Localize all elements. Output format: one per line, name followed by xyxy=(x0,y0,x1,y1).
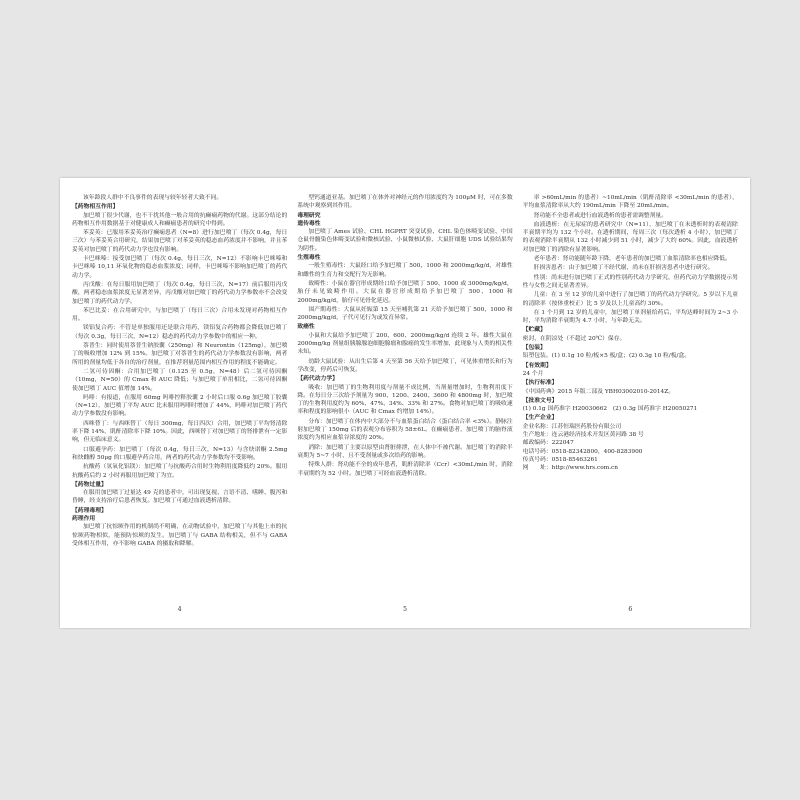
column-page-4 xyxy=(72,194,287,614)
section-heading: 毒理研究 xyxy=(297,212,321,219)
paragraph: 口服避孕药：加巴喷丁（每次 0.4g，每日三次，N=13）与含炔诺酮 2.5mg 和炔雌醇 50μg 的口服避孕药合用，两者的药代动力学参数均不受影响。 xyxy=(72,446,288,461)
paragraph: 特殊人群：肾功能不全的成年患者，肌酐清除率（Ccr）<30mL/min 时，消除半衰期约为 52 小时。加巴喷丁可经血液透析清除。 xyxy=(297,462,513,477)
info-line: 生产地址：连云港经济技术开发区黄河路 38 号 xyxy=(522,432,644,439)
paragraph: 肾功能不全患者或进行血液透析的患者需调整剂量。 xyxy=(533,212,667,219)
paragraph: 加巴喷丁 Ames 试验、CHL HGPRT 突变试验、CHL 染色体畸变试验、中国仓鼠骨髓染色体畸变试验和微核试验、小鼠微核试验、大鼠肝细胞 UDS 试验结果均为阴性。 xyxy=(297,229,513,252)
subsection-heading: 遗传毒性 xyxy=(297,220,321,227)
paragraph: 西咪替丁：与西咪替丁（每日 300mg，每日四次）合用，加巴喷丁平均肾清除率下降 14%，肌酐清除率下降 10%。因此，西咪替丁对加巴喷丁的肾排泄有一定影响，但无临床意义。 xyxy=(72,420,288,444)
section-heading: 【执行标准】 xyxy=(522,380,558,387)
section-heading: 【批准文号】 xyxy=(522,397,558,404)
info-line: 密封，在阴凉处（不超过 20℃）保存。 xyxy=(522,335,626,342)
section-heading: 【贮藏】 xyxy=(522,327,546,334)
section-heading: 【有效期】 xyxy=(522,362,552,369)
package-insert-sheet xyxy=(60,178,750,628)
page-number: 4 xyxy=(177,606,182,613)
paragraph: 抗酸药（氢氧化铝镁）：加巴喷丁与抗酸药合用时生物利用度降低约 20%。服用抗酸药后约 2 小时再服用加巴喷丁为宜。 xyxy=(72,464,288,479)
info-line: 传真号码：0518-85463261 xyxy=(522,456,598,463)
paragraph: 小鼠和大鼠给予加巴喷丁 200、600、2000mg/kg/d 连续 2 年。雄性大鼠在 2000mg/kg 剂量组胰腺腺泡细胞腺瘤和腺癌的发生率增加，此现象与人类的相关性未知。 xyxy=(297,332,513,356)
paragraph: 幼龄大鼠试验：从出生后第 4 天至第 56 天给予加巴喷丁，可见体重增长和行为学改变，停药后可恢复。 xyxy=(297,358,513,373)
paragraph: 苯妥英：已服用苯妥英治疗癫痫患者（N=8）进行加巴喷丁（每次 0.4g，每日三次）与苯妥英合用研究，结果加巴喷丁对苯妥英的稳态血药浓度并不影响，并且苯妥英对加巴喷丁的药代动力学也没有影响。 xyxy=(72,230,288,253)
subsection-heading: 致癌性 xyxy=(297,324,315,331)
section-heading: 【药理毒理】 xyxy=(72,507,107,514)
paragraph: 儿童：在 3 至 12 岁的儿童中进行了加巴喷丁的药代动力学研究。5 岁以下儿童的清除率（按体重校正）比 5 岁及以上儿童高约 30%。 xyxy=(522,292,738,307)
column-page-5 xyxy=(297,194,512,614)
paragraph: 型钙通道亚基。加巴喷丁在体外对神经元的作用浓度约为 100μM 时，可在多数系统中观察到其作用。 xyxy=(297,195,513,210)
paragraph: 萘普生：同时使用萘普生钠胶囊（250mg）和 Neurontin（125mg），加巴喷丁的吸收增加 12% 到 15%。加巴喷丁对萘普生的药代动力学参数没有影响，两者所用的剂量均低于各自的治疗剂量，在推荐剂量范围内相互作用的程度不能确定。 xyxy=(72,343,288,366)
paragraph: 镁铝复合药：不管是单独服用还是联合用药，镁铝复合药物都会降低加巴喷丁（每次 0.3g，每日三次，N=12）稳态的药代动力学参数中的相应一种。 xyxy=(72,325,288,340)
paragraph: 苯巴比妥：在合用研究中，与加巴喷丁（每日三次）合用未发现对药物相互作用。 xyxy=(72,307,288,323)
page-number: 6 xyxy=(628,606,633,613)
info-line: 铝塑包装。(1) 0.1g 10 粒/板×5 板/盒；(2) 0.3g 10 粒/板/盒。 xyxy=(522,353,691,360)
paragraph: 吸收：加巴喷丁的生物利用度与剂量不成比例，当剂量增加时，生物利用度下降。在每日分三次给予剂量为 900、1200、2400、3600 和 4800mg 时，加巴喷丁的生物利用度约为 60%、47%、34%、33% 和 27%。食物对加巴喷丁的吸收速率和程度的影响很小（AUC 和 Cmax 约增加 14%）。 xyxy=(297,384,513,416)
paragraph: 加巴喷丁抗惊厥作用的机制尚不明确，在动物试验中，加巴喷丁与其他上市的抗惊厥药物相似，能预防惊厥的发生。加巴喷丁与 GABA 结构相关，但不与 GABA 受体相互作用，亦不影响 GABA 的摄取和降解。 xyxy=(72,524,288,547)
paragraph: 性别：尚未进行加巴喷丁正式的性别药代动力学研究，但药代动力学数据提示男性与女性之间无显著差异。 xyxy=(522,274,738,289)
section-heading: 【生产企业】 xyxy=(522,415,558,422)
column-page-6 xyxy=(523,194,738,614)
paragraph: 丙戊酸：在每日服用加巴喷丁（每次 0.4g，每日三次，N=17）前后服用丙戊酸，两者稳态血浆浓度无显著差异，丙戊酸对加巴喷丁的药代动力学参数亦不会改变加巴喷丁的药代动力学。 xyxy=(72,281,288,305)
paragraph: 在服用加巴喷丁过量达 49 克的患者中，可出现复视、言语不清、嗜睡、腹泻和昏睡，经支持治疗后患者恢复。加巴喷丁可通过血液透析清除。 xyxy=(72,490,288,505)
info-line: (1) 0.1g 国药准字 H20030662 (2) 0.3g 国药准字 H20050271 xyxy=(522,406,698,413)
paragraph: 率 >60mL/min 的患者）~10mL/min（肌酐清除率 <30mL/min 的患者），平均血浆清除率从大约 190mL/min 下降至 20mL/min。 xyxy=(522,195,738,210)
subsection-heading: 药理作用 xyxy=(72,515,96,522)
paragraph: 在 1 个月到 12 岁的儿童中，加巴喷丁单剂量给药后，平均达峰时间为 2~3 小时，平均消除半衰期为 4.7 小时，与年龄无关。 xyxy=(522,309,738,325)
info-line: 电话号码：0518-82342800，400-8283900 xyxy=(522,448,643,455)
paragraph: 加巴喷丁很少代谢，也不干扰其他一般合用的抗癫痫药物的代谢。这部分结论的药物相互作用数据基于对健康成人和癫痫患者的研究中得到。 xyxy=(72,212,288,227)
paragraph: 围产期毒性：大鼠从妊娠第 15 天至哺乳第 21 天给予加巴喷丁 500、1000 和 2000mg/kg/d，子代可见行为或发育异常。 xyxy=(297,306,513,322)
info-line: 24 个月 xyxy=(522,370,544,377)
info-line: 《中国药典》2015 年版二部及 YBH03002010-2014Z。 xyxy=(522,388,675,395)
section-heading: 【药代动力学】 xyxy=(297,376,338,383)
paragraph: 老年患者：肾功能随年龄下降，老年患者的加巴喷丁血浆清除率也相应降低。 xyxy=(533,256,731,263)
column-body xyxy=(72,194,287,614)
paragraph: 吗啡：有报道，在服用 60mg 吗啡控释胶囊 2 小时后口服 0.6g 加巴喷丁胶囊（N=12），加巴喷丁平均 AUC 比未服用吗啡时增加了 44%，吗啡对加巴喷丁药代动力学参数没有影响。 xyxy=(72,394,288,418)
info-line: 邮政编码：222047 xyxy=(522,440,574,447)
page-number: 5 xyxy=(403,606,407,613)
paragraph: 卡巴咪嗪：接受加巴喷丁（每次 0.4g，每日三次，N=12）不影响卡巴咪嗪和卡巴咪嗪 10,11 环氧化物的稳态血浆浓度；同样，卡巴咪嗪不影响加巴喷丁的药代动力学。 xyxy=(72,256,288,279)
paragraph: 二氢可待因酮：合用加巴喷丁（0.125 至 0.5g，N=48）后二氢可待因酮（10mg，N=50）的 Cmax 和 AUC 降低；与加巴喷丁单用相比，二氢可待因酮使加巴喷丁 AUC 值增加 14%。 xyxy=(72,368,288,392)
paragraph: 消除：加巴喷丁主要以原型由肾脏排泄，在人体中不被代谢。加巴喷丁的消除半衰期为 5~7 小时，且不受剂量或多次给药的影响。 xyxy=(297,444,513,459)
info-line: 网 址：http://www.hrs.com.cn xyxy=(522,465,619,472)
info-line: 企业名称：江苏恒瑞医药股份有限公司 xyxy=(522,423,622,430)
section-heading: 【包装】 xyxy=(522,345,546,352)
paragraph: 该年龄段人群中不良事件的表现与较年轻者大致不同。 xyxy=(83,195,223,201)
paragraph: 致畸性：小鼠在器官形成期经口给予加巴喷丁 500、1000 或 3000mg/kg/d，胎仔未见致畸作用。大鼠在器官形成期给予加巴喷丁 500、1000 和 2000mg/kg/d，胎仔可见骨化延迟。 xyxy=(297,280,513,304)
paragraph: 血液透析：在无尿症的患者研究中（N=11），加巴喷丁在未透析时的表观清除半衰期平均为 132 个小时。在透析期间，每周三次（每次透析 4 小时），加巴喷丁的表观消除半衰期从 132 小时减少到 51 小时，减少了大约 60%。因此，血液透析对加巴喷丁的消除有显著影响。 xyxy=(522,221,738,253)
paragraph: 一般生殖毒性：大鼠经口给予加巴喷丁 500、1000 和 2000mg/kg/d，对雄性和雌性的生育力和交配行为无影响。 xyxy=(297,263,513,278)
paragraph: 肝损害患者：由于加巴喷丁不经代谢，尚未在肝损害患者中进行研究。 xyxy=(533,265,714,272)
section-heading: 【药物相互作用】 xyxy=(72,204,119,211)
column-body xyxy=(523,194,738,614)
paragraph: 分布：加巴喷丁在体内中大部分不与血浆蛋白结合（蛋白结合率 <3%）。静脉注射加巴喷丁 150mg 后的表观分布容积为 58±6L。在癫痫患者，加巴喷丁的脑脊液浓度约为相应血浆谷浓度的 20%。 xyxy=(297,418,513,442)
section-heading: 【药物过量】 xyxy=(72,481,107,488)
column-body xyxy=(297,194,512,614)
subsection-heading: 生殖毒性 xyxy=(297,255,321,262)
